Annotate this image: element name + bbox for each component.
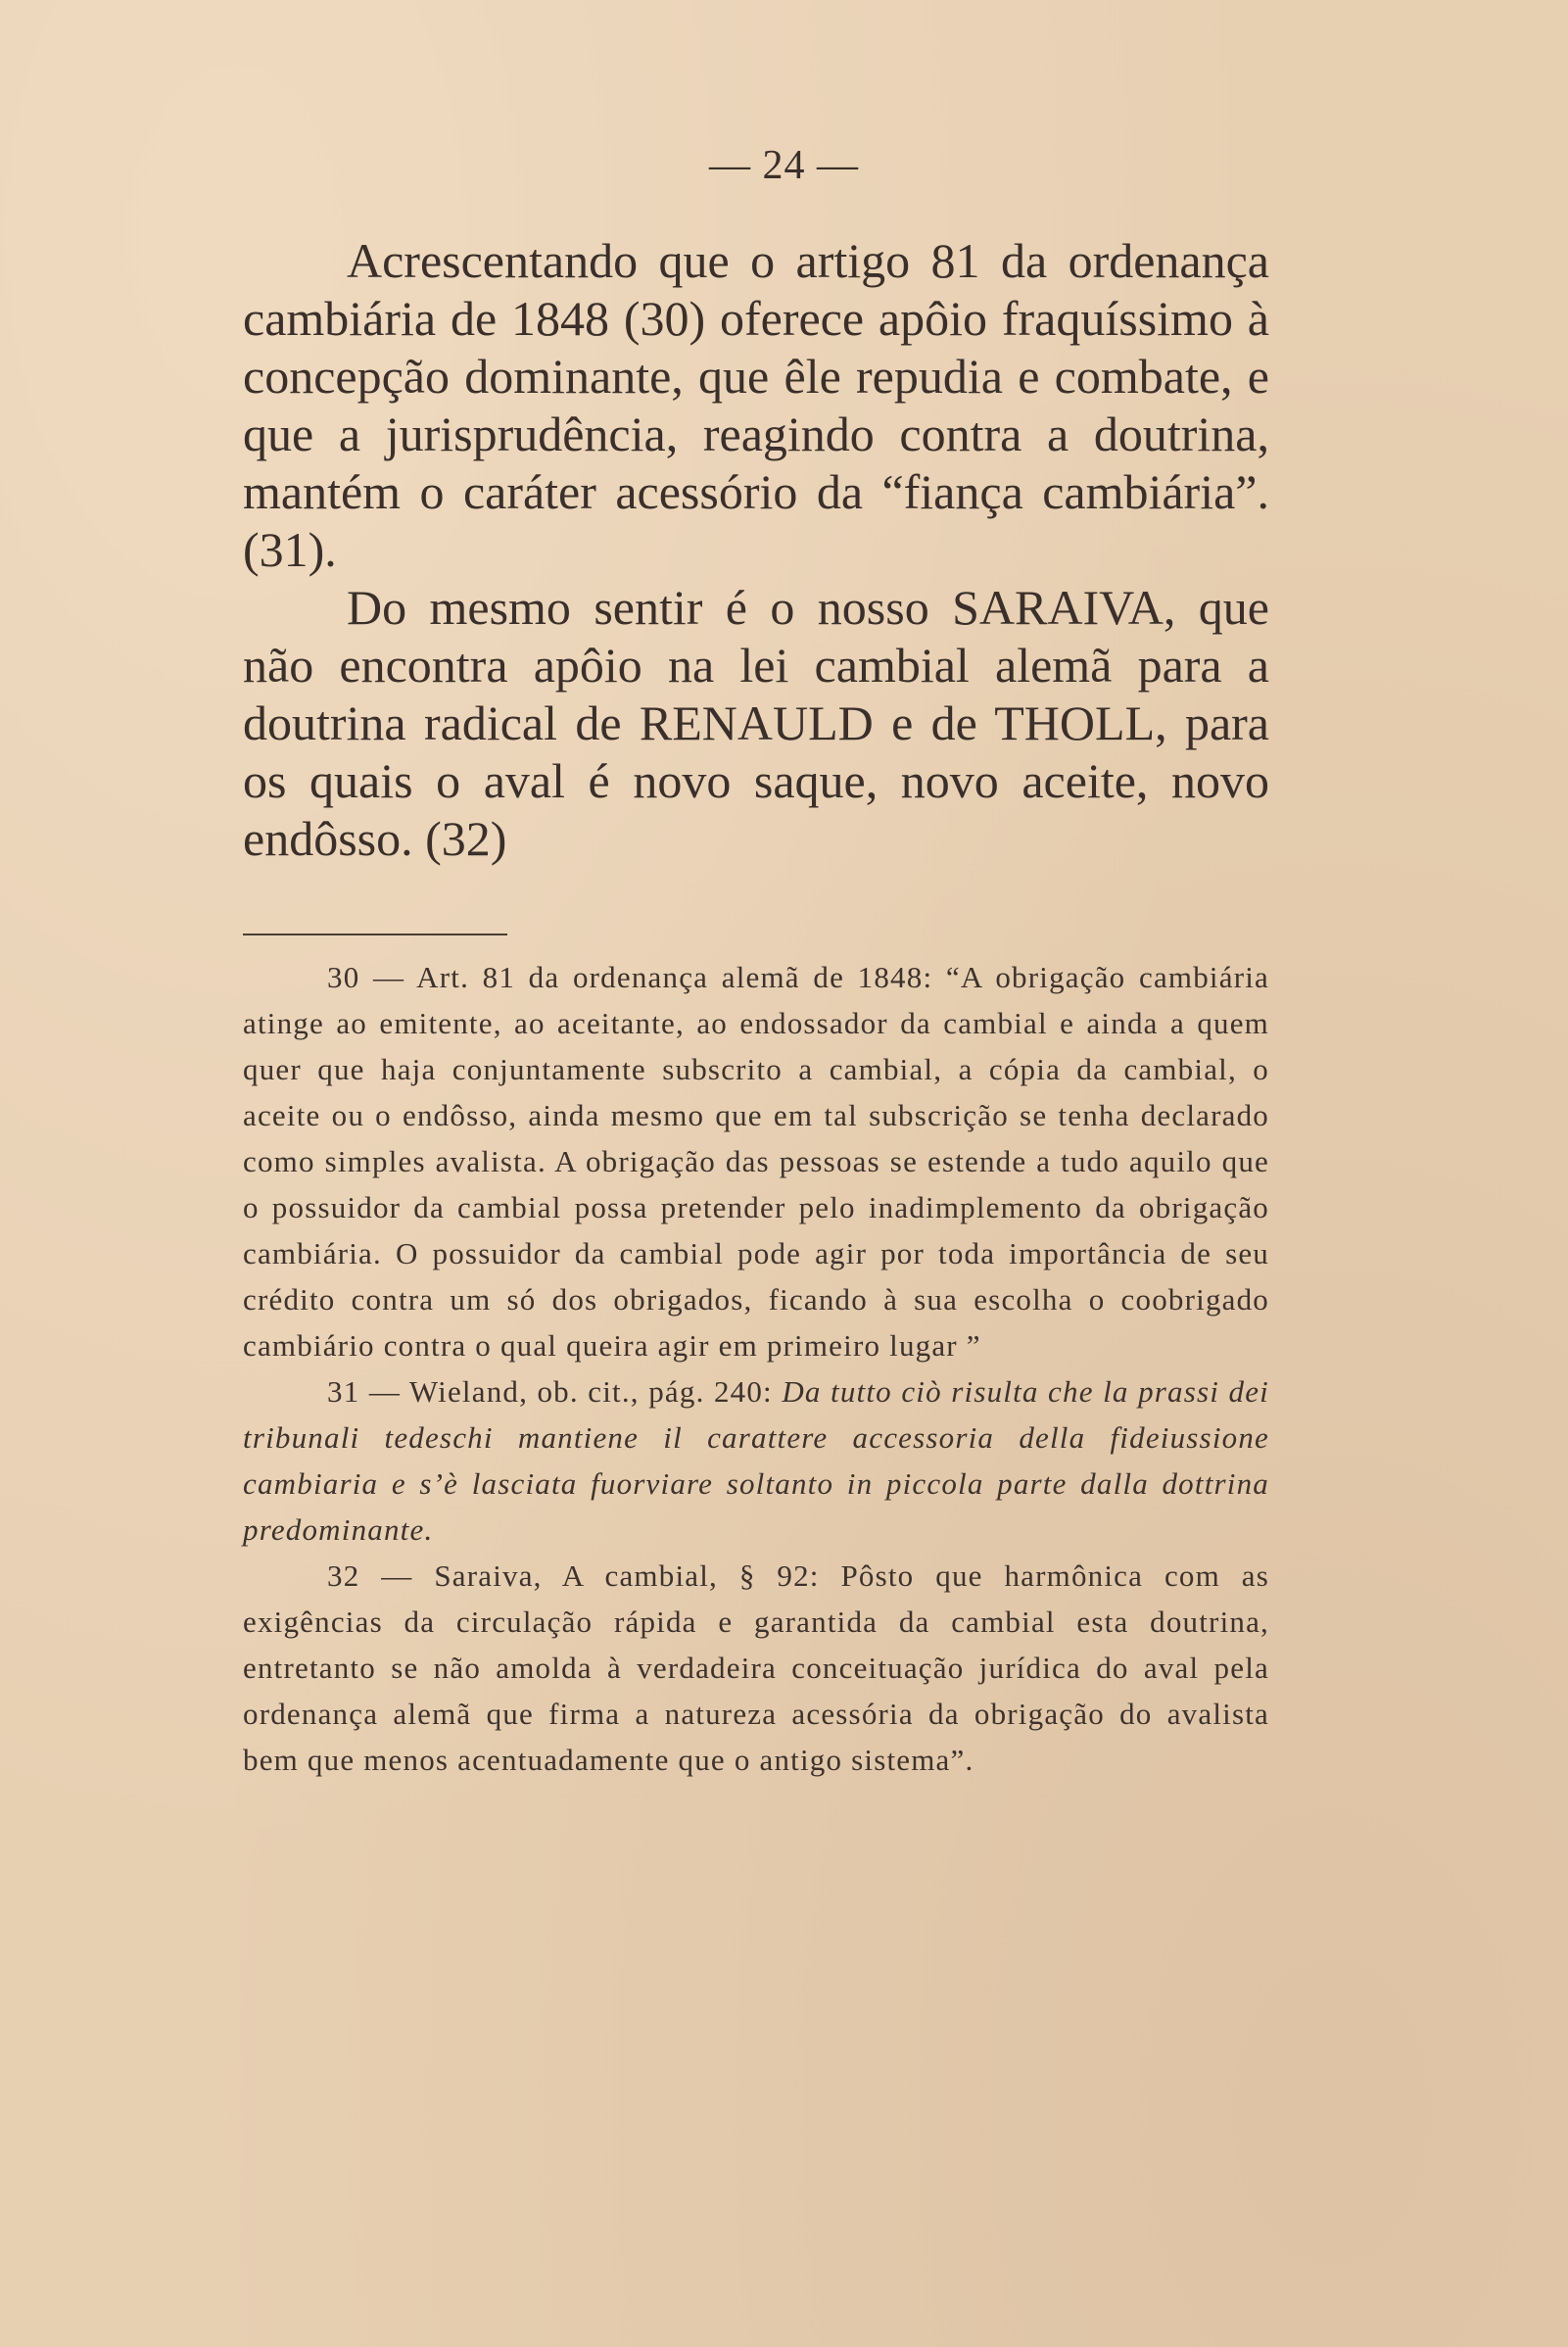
- footnote-31-quote: Da tutto ciò risulta che la prassi dei tribunali tedeschi mantiene il carattere accessoria della fideiussione cambiaria e s’è lasciata fuorviare soltanto in piccola parte dalla dottrina predominante.: [243, 1374, 1269, 1547]
- footnotes: [243, 954, 1269, 1783]
- page-number: — 24 —: [709, 143, 859, 188]
- footnote-30: 30 — Art. 81 da ordenança alemã de 1848: “A obrigação cambiária atinge ao emitente, ao aceitante, ao endossador da cambial e ainda a quem quer que haja conjuntamente subscrito a cambial, a cópia da cambial, o aceite ou o endôsso, ainda mesmo que em tal subscrição se tenha declarado como simples avalista. A obrigação das pessoas se estende a tudo aquilo que o possuidor da cambial possa pretender pelo inadimplemento da obrigação cambiária. O possuidor da cambial pode agir por toda importância de seu crédito contra um só dos obrigados, ficando à sua escolha o coobrigado cambiário contra o qual queira agir em primeiro lugar ”: [243, 960, 1269, 1363]
- body-paragraph: Acrescentando que o artigo 81 da ordenança cambiária de 1848 (30) oferece apôio fraquíssimo à concepção dominante, que êle repudia e combate, e que a jurisprudência, reagindo contra a doutrina, mantém o caráter acessório da “fiança cambiária”. (31).: [243, 233, 1269, 577]
- footnote-divider: [243, 934, 507, 935]
- body-paragraph: Do mesmo sentir é o nosso SARAIVA, que não encontra apôio na lei cambial alemã para a doutrina radical de RENAULD e de THOLL, para os quais o aval é novo saque, novo aceite, novo endôsso. (32): [243, 580, 1269, 866]
- footnote-31-citation: 31 — Wieland, ob. cit., pág. 240:: [327, 1374, 783, 1409]
- footnote-32: 32 — Saraiva, A cambial, § 92: Pôsto que harmônica com as exigências da circulação rápida e garantida da cambial esta doutrina, entretanto se não amolda à verdadeira conceituação jurídica do aval pela ordenança alemã que firma a natureza acessória da obrigação do avalista bem que menos acentuadamente que o antigo sistema”.: [243, 1558, 1269, 1777]
- footnote-31: [243, 1368, 1269, 1553]
- main-text: [243, 232, 1269, 868]
